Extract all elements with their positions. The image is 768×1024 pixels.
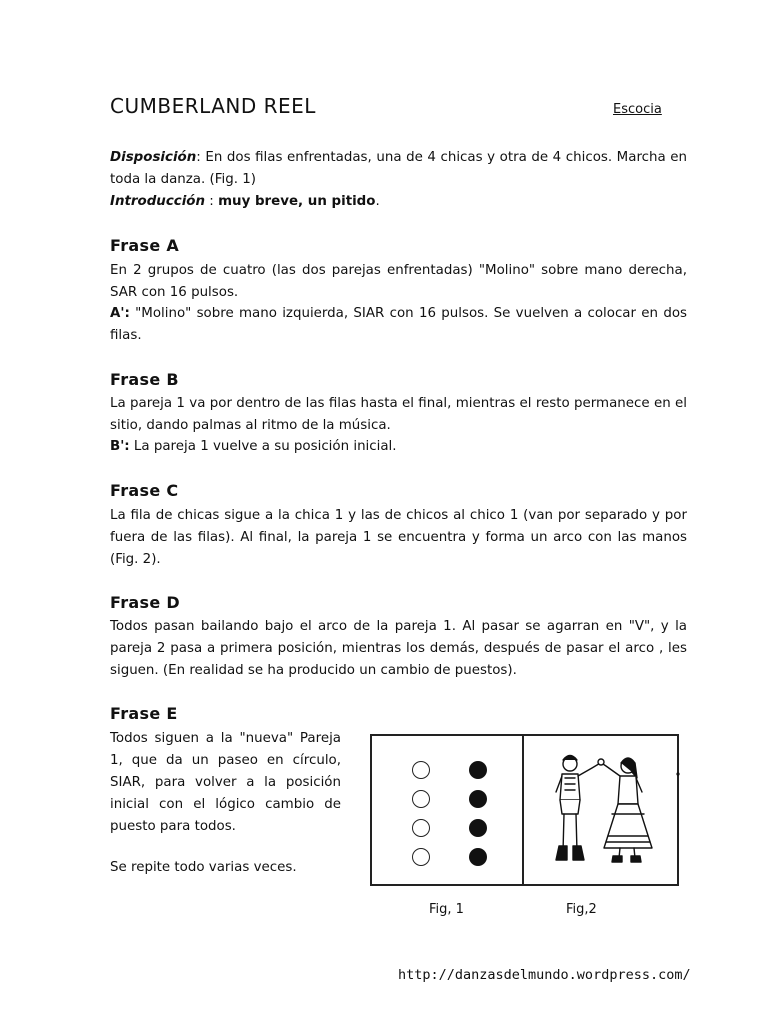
frase-b-heading: Frase B — [110, 370, 179, 389]
boy-position-circle — [469, 819, 487, 837]
frase-b-sub-label: B': — [110, 439, 130, 454]
frase-e-body: Todos siguen a la "nueva" Pareja 1, que da un paseo en círculo, SIAR, para volver a la posición inicial con el lógico cambio de puesto para todos. — [110, 731, 341, 834]
frase-b-sub — [110, 436, 687, 458]
frase-a-sub-text: "Molino" sobre mano izquierda, SIAR con 16 pulsos. Se vuelven a colocar en dos filas. — [110, 306, 687, 343]
frase-a-text — [110, 260, 687, 304]
figures-box — [370, 734, 679, 886]
frase-a-body: En 2 grupos de cuatro (las dos parejas enfrentadas) "Molino" sobre mano derecha, SAR con 16 pulsos. — [110, 263, 687, 300]
boy-position-circle — [469, 761, 487, 779]
fig2-caption: Fig,2 — [566, 902, 597, 917]
couple-arch-illustration — [542, 748, 682, 873]
figure-divider — [522, 736, 524, 884]
girl-position-circle — [412, 819, 430, 837]
frase-a-heading: Frase A — [110, 236, 180, 255]
girl-position-circle — [412, 790, 430, 808]
frase-d-body: Todos pasan bailando bajo el arco de la pareja 1. Al pasar se agarran en "V", y la pareja 2 pasa a primera posición, mientras los demás, después de pasar el arco , les siguen. (En realidad se ha producido un cambio de puestos). — [110, 619, 687, 678]
country-link[interactable]: Escocia — [613, 102, 662, 117]
frase-c-heading: Frase C — [110, 481, 179, 500]
disposicion-text: : En dos filas enfrentadas, una de 4 chicas y otra de 4 chicos. Marcha en toda la danza. (Fig. 1) — [110, 150, 687, 187]
frase-a-sub-label: A': — [110, 306, 130, 321]
introduccion-label: Introducción — [110, 194, 206, 209]
disposicion-label: Disposición — [110, 150, 197, 165]
fig1-caption: Fig, 1 — [429, 902, 464, 917]
introduccion-text: muy breve, un pitido — [218, 194, 376, 209]
frase-b-body: La pareja 1 va por dentro de las filas hasta el final, mientras el resto permanece en el sitio, dando palmas al ritmo de la música. — [110, 396, 687, 433]
dance-title: CUMBERLAND REEL — [110, 94, 316, 118]
frase-c-text — [110, 505, 687, 571]
frase-d-text — [110, 616, 687, 682]
girl-position-circle — [412, 761, 430, 779]
disposicion-paragraph — [110, 147, 687, 191]
frase-e-repeat: Se repite todo varias veces. — [110, 860, 297, 875]
frase-a-sub — [110, 303, 687, 347]
boy-position-circle — [469, 848, 487, 866]
introduccion-separator: : — [205, 194, 219, 209]
frase-b-sub-text: La pareja 1 vuelve a su posición inicial. — [129, 439, 397, 454]
footer-url-link[interactable]: http://danzasdelmundo.wordpress.com/ — [398, 967, 691, 983]
frase-e-text — [110, 728, 341, 838]
introduccion-paragraph — [110, 191, 687, 213]
frase-d-heading: Frase D — [110, 593, 180, 612]
girl-position-circle — [412, 848, 430, 866]
frase-c-body: La fila de chicas sigue a la chica 1 y las de chicos al chico 1 (van por separado y por fuera de las filas). Al final, la pareja 1 se encuentra y forma un arco con las manos (Fig. 2). — [110, 508, 687, 567]
introduccion-end: . — [375, 194, 380, 209]
frase-b-text — [110, 393, 687, 437]
frase-e-heading: Frase E — [110, 704, 178, 723]
boy-position-circle — [469, 790, 487, 808]
